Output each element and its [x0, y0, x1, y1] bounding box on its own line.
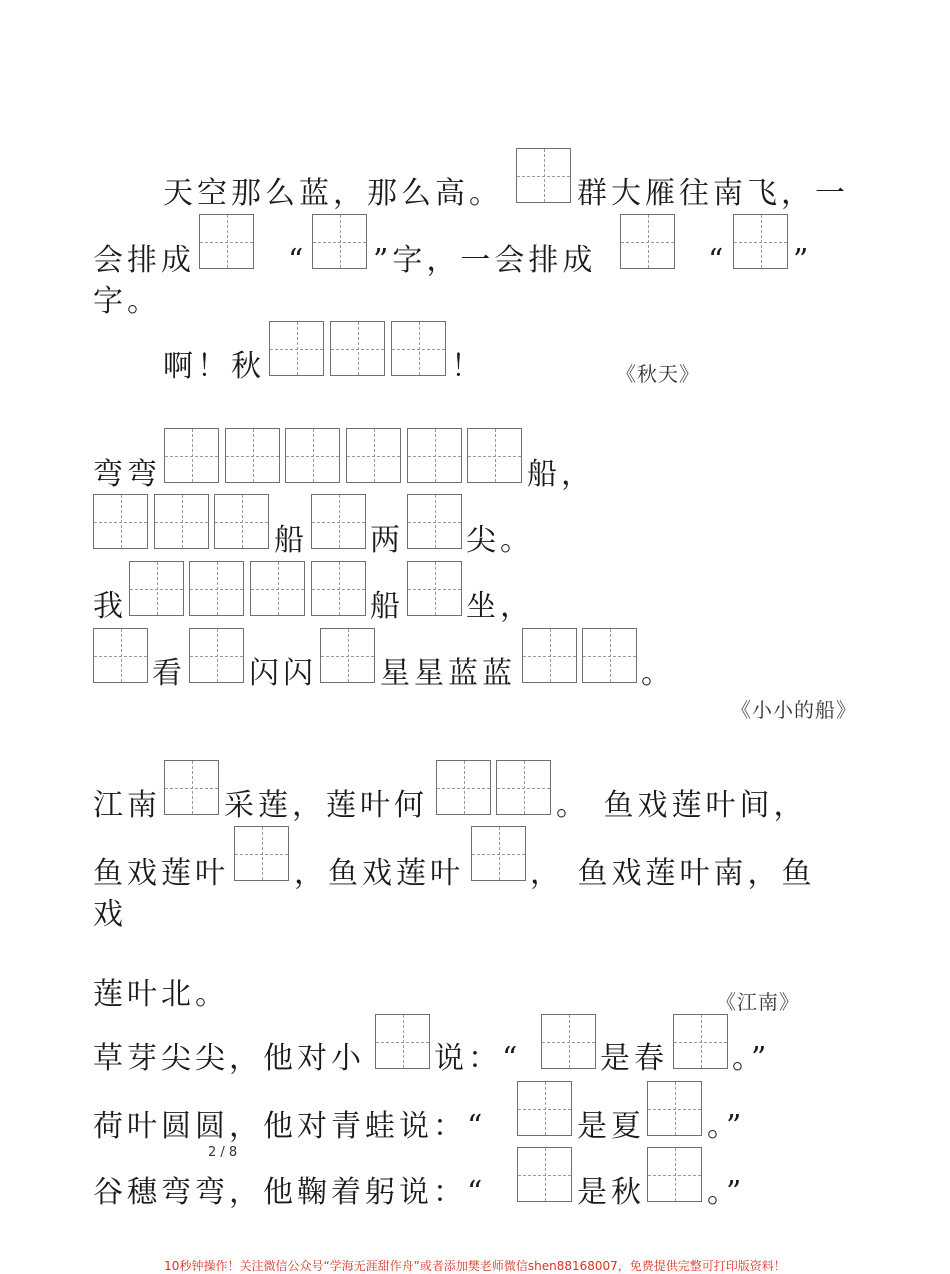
answer-box[interactable] — [311, 494, 366, 549]
answer-box[interactable] — [516, 148, 571, 203]
text: 字。 — [93, 284, 161, 319]
text: 两 — [370, 523, 404, 558]
answer-box[interactable] — [164, 428, 219, 483]
answer-box[interactable] — [214, 494, 269, 549]
answer-box[interactable] — [330, 321, 385, 376]
answer-box[interactable] — [154, 494, 209, 549]
answer-box[interactable] — [189, 561, 244, 616]
answer-box[interactable] — [269, 321, 324, 376]
text: 是秋 — [577, 1175, 645, 1210]
text: 鱼戏莲叶 — [93, 856, 229, 891]
text: 谷穗弯弯，他鞠着躬说：“ — [93, 1175, 487, 1210]
page-number: 2 / 8 — [208, 1145, 238, 1160]
answer-box[interactable] — [522, 628, 577, 683]
text: 天空那么蓝，那么高。 — [163, 176, 503, 211]
text: 闪闪 — [249, 656, 317, 691]
answer-box[interactable] — [541, 1014, 596, 1069]
text: 星星蓝蓝 — [380, 656, 516, 691]
text: 江南 — [93, 788, 161, 823]
text: 看 — [152, 656, 186, 691]
answer-box[interactable] — [407, 494, 462, 549]
answer-box[interactable] — [93, 628, 148, 683]
text: ， 鱼戏莲叶南，鱼 — [530, 856, 816, 891]
text: 荷叶圆圆，他对青蛙说：“ — [93, 1109, 487, 1144]
answer-box[interactable] — [129, 561, 184, 616]
answer-box[interactable] — [436, 760, 491, 815]
answer-box[interactable] — [391, 321, 446, 376]
text: “ — [288, 243, 308, 278]
answer-box[interactable] — [647, 1147, 702, 1202]
answer-box[interactable] — [467, 428, 522, 483]
answer-box[interactable] — [250, 561, 305, 616]
text: 。” — [732, 1041, 771, 1076]
text: 船 — [274, 523, 308, 558]
answer-box[interactable] — [375, 1014, 430, 1069]
text: 船， — [527, 457, 595, 492]
source-title: 《江南》 — [716, 990, 800, 1014]
text: ”字，一会排成 — [373, 243, 597, 278]
text: 会排成 — [93, 243, 195, 278]
answer-box[interactable] — [312, 214, 367, 269]
text: 坐， — [466, 589, 534, 624]
answer-box[interactable] — [673, 1014, 728, 1069]
text: 啊！秋 — [163, 349, 265, 384]
text: 草芽尖尖，他对小 — [93, 1041, 365, 1076]
text: 。 鱼戏莲叶间， — [556, 788, 808, 823]
text: 弯弯 — [93, 457, 161, 492]
text: 是夏 — [577, 1109, 645, 1144]
answer-box[interactable] — [285, 428, 340, 483]
text: 。” — [707, 1109, 746, 1144]
answer-box[interactable] — [189, 628, 244, 683]
answer-box[interactable] — [496, 760, 551, 815]
footer-notice: 10秒钟操作！关注微信公众号“学海无涯甜作舟”或者添加樊老师微信shen88168007，免费提供完整可打印版资料！ — [164, 1259, 786, 1273]
text: 戏 — [93, 897, 127, 932]
text: 我 — [93, 589, 127, 624]
text: 采莲，莲叶何 — [224, 788, 428, 823]
answer-box[interactable] — [517, 1081, 572, 1136]
text: 莲叶北。 — [93, 977, 229, 1012]
text: ，鱼戏莲叶 — [294, 856, 464, 891]
text: 。 — [641, 656, 675, 691]
text: ” — [793, 243, 813, 278]
text: 群大雁往南飞，一 — [577, 176, 849, 211]
answer-box[interactable] — [311, 561, 366, 616]
answer-box[interactable] — [582, 628, 637, 683]
answer-box[interactable] — [471, 826, 526, 881]
text: “ — [708, 243, 728, 278]
source-title: 《小小的船》 — [731, 698, 857, 722]
answer-box[interactable] — [164, 760, 219, 815]
answer-box[interactable] — [517, 1147, 572, 1202]
text: ！ — [451, 349, 485, 384]
answer-box[interactable] — [225, 428, 280, 483]
answer-box[interactable] — [407, 428, 462, 483]
answer-box[interactable] — [733, 214, 788, 269]
text: 尖。 — [466, 523, 534, 558]
source-title: 《秋天》 — [616, 362, 700, 386]
text: 是春 — [600, 1041, 668, 1076]
answer-box[interactable] — [234, 826, 289, 881]
answer-box[interactable] — [346, 428, 401, 483]
answer-box[interactable] — [620, 214, 675, 269]
answer-box[interactable] — [320, 628, 375, 683]
answer-box[interactable] — [199, 214, 254, 269]
answer-box[interactable] — [407, 561, 462, 616]
answer-box[interactable] — [647, 1081, 702, 1136]
text: 。” — [707, 1175, 746, 1210]
text: 船 — [370, 589, 404, 624]
text: 说：“ — [434, 1041, 522, 1076]
answer-box[interactable] — [93, 494, 148, 549]
